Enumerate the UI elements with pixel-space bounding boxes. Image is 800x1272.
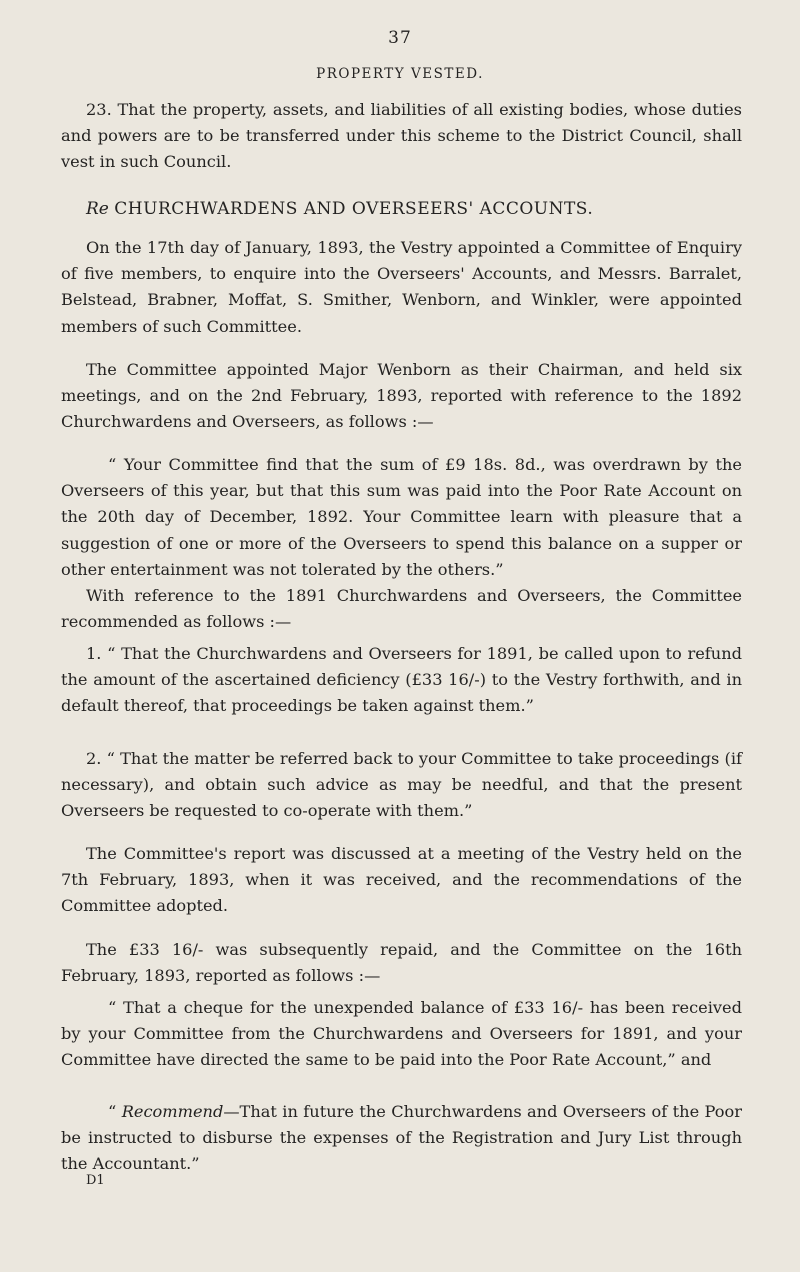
quote-overdrawn-block — [61, 452, 742, 583]
paragraph-committee-block — [61, 235, 742, 340]
paragraph-1891-block — [61, 583, 742, 635]
heading-title: CHURCHWARDENS AND OVERSEERS' ACCOUNTS. — [114, 199, 594, 219]
paragraph-chairman: The Committee appointed Major Wenborn as their Chairman, and held six meetings, and on the 2nd February, 1893, reported with reference to the 1892 Churchwardens and Overseers, as follows :— — [61, 360, 742, 432]
quote-recommend-text: —That in future the Churchwardens and Overseers of the Poor be instructed to disburse the expenses of the Registration and Jury List through the Accountant.” — [61, 1102, 743, 1174]
quote-overdrawn: “ Your Committee find that the sum of £9 18s. 8d., was overdrawn by the Overseers of this year, but that this sum was paid into the Poor Rate Account on the 20th day of December, 1892. Your Committee learn with pleasure that a suggestion of one or more of the Overseers to spend this balance on a supper or other entertainment was not tolerated by the others.” — [61, 455, 742, 579]
paragraph-discussed-block — [61, 841, 742, 920]
recommendation-2: 2. “ That the matter be referred back to your Committee to take proceedings (if necessary), and obtain such advice as may be needful, and that the present Overseers be requested to co-operate with them.” — [61, 749, 742, 821]
recommendation-2-block — [61, 746, 742, 825]
section-heading: PROPERTY VESTED. — [316, 66, 484, 82]
quote-cheque: “ That a cheque for the unexpended balance of £33 16/- has been received by your Committee from the Churchwardens and Overseers for 1891, and your Committee have directed the same to be paid into the Poor Rate Account,” and — [61, 998, 742, 1070]
accounts-heading — [61, 199, 742, 219]
recommendation-1: 1. “ That the Churchwardens and Overseers for 1891, be called upon to refund the amount of the ascertained deficiency (£33 16/-) to the Vestry forthwith, and in default thereof, that proceedings be taken against them.” — [61, 644, 742, 716]
quote-cheque-block — [61, 995, 742, 1074]
paragraph-discussed: The Committee's report was discussed at a meeting of the Vestry held on the 7th February, 1893, when it was received, and the recommendations of the Committee adopted. — [61, 844, 742, 916]
quote-recommend — [61, 1099, 742, 1178]
quote-recommend-label: Recommend — [121, 1102, 224, 1121]
paragraph-chairman-block — [61, 357, 742, 436]
paragraph-committee-appointed: On the 17th day of January, 1893, the Vestry appointed a Committee of Enquiry of five members, to enquire into the Overseers' Accounts, and Messrs. Barralet, Belstead, Brabner, Moffat, S. Smither, Wenborn, and Winkler, were appointed members of such Committee. — [61, 238, 742, 336]
paragraph-23-block — [61, 97, 742, 176]
paragraph-1891-reference: With reference to the 1891 Churchwardens and Overseers, the Committee recommended as follows :— — [61, 586, 742, 632]
paragraph-repaid: The £33 16/- was subsequently repaid, and the Committee on the 16th February, 1893, reported as follows :— — [61, 940, 742, 986]
paragraph-repaid-block — [61, 937, 742, 989]
quote-recommend-block — [61, 1099, 742, 1178]
quote-recommend-open: “ — [108, 1102, 117, 1121]
page-number: 37 — [388, 28, 412, 48]
heading-prefix: Re — [86, 199, 109, 219]
paragraph-23: 23. That the property, assets, and liabilities of all existing bodies, whose duties and powers are to be transferred under this scheme to the District Council, shall vest in such Council. — [61, 100, 742, 172]
footer-signature: D1 — [86, 1173, 105, 1188]
recommendation-1-block — [61, 641, 742, 720]
